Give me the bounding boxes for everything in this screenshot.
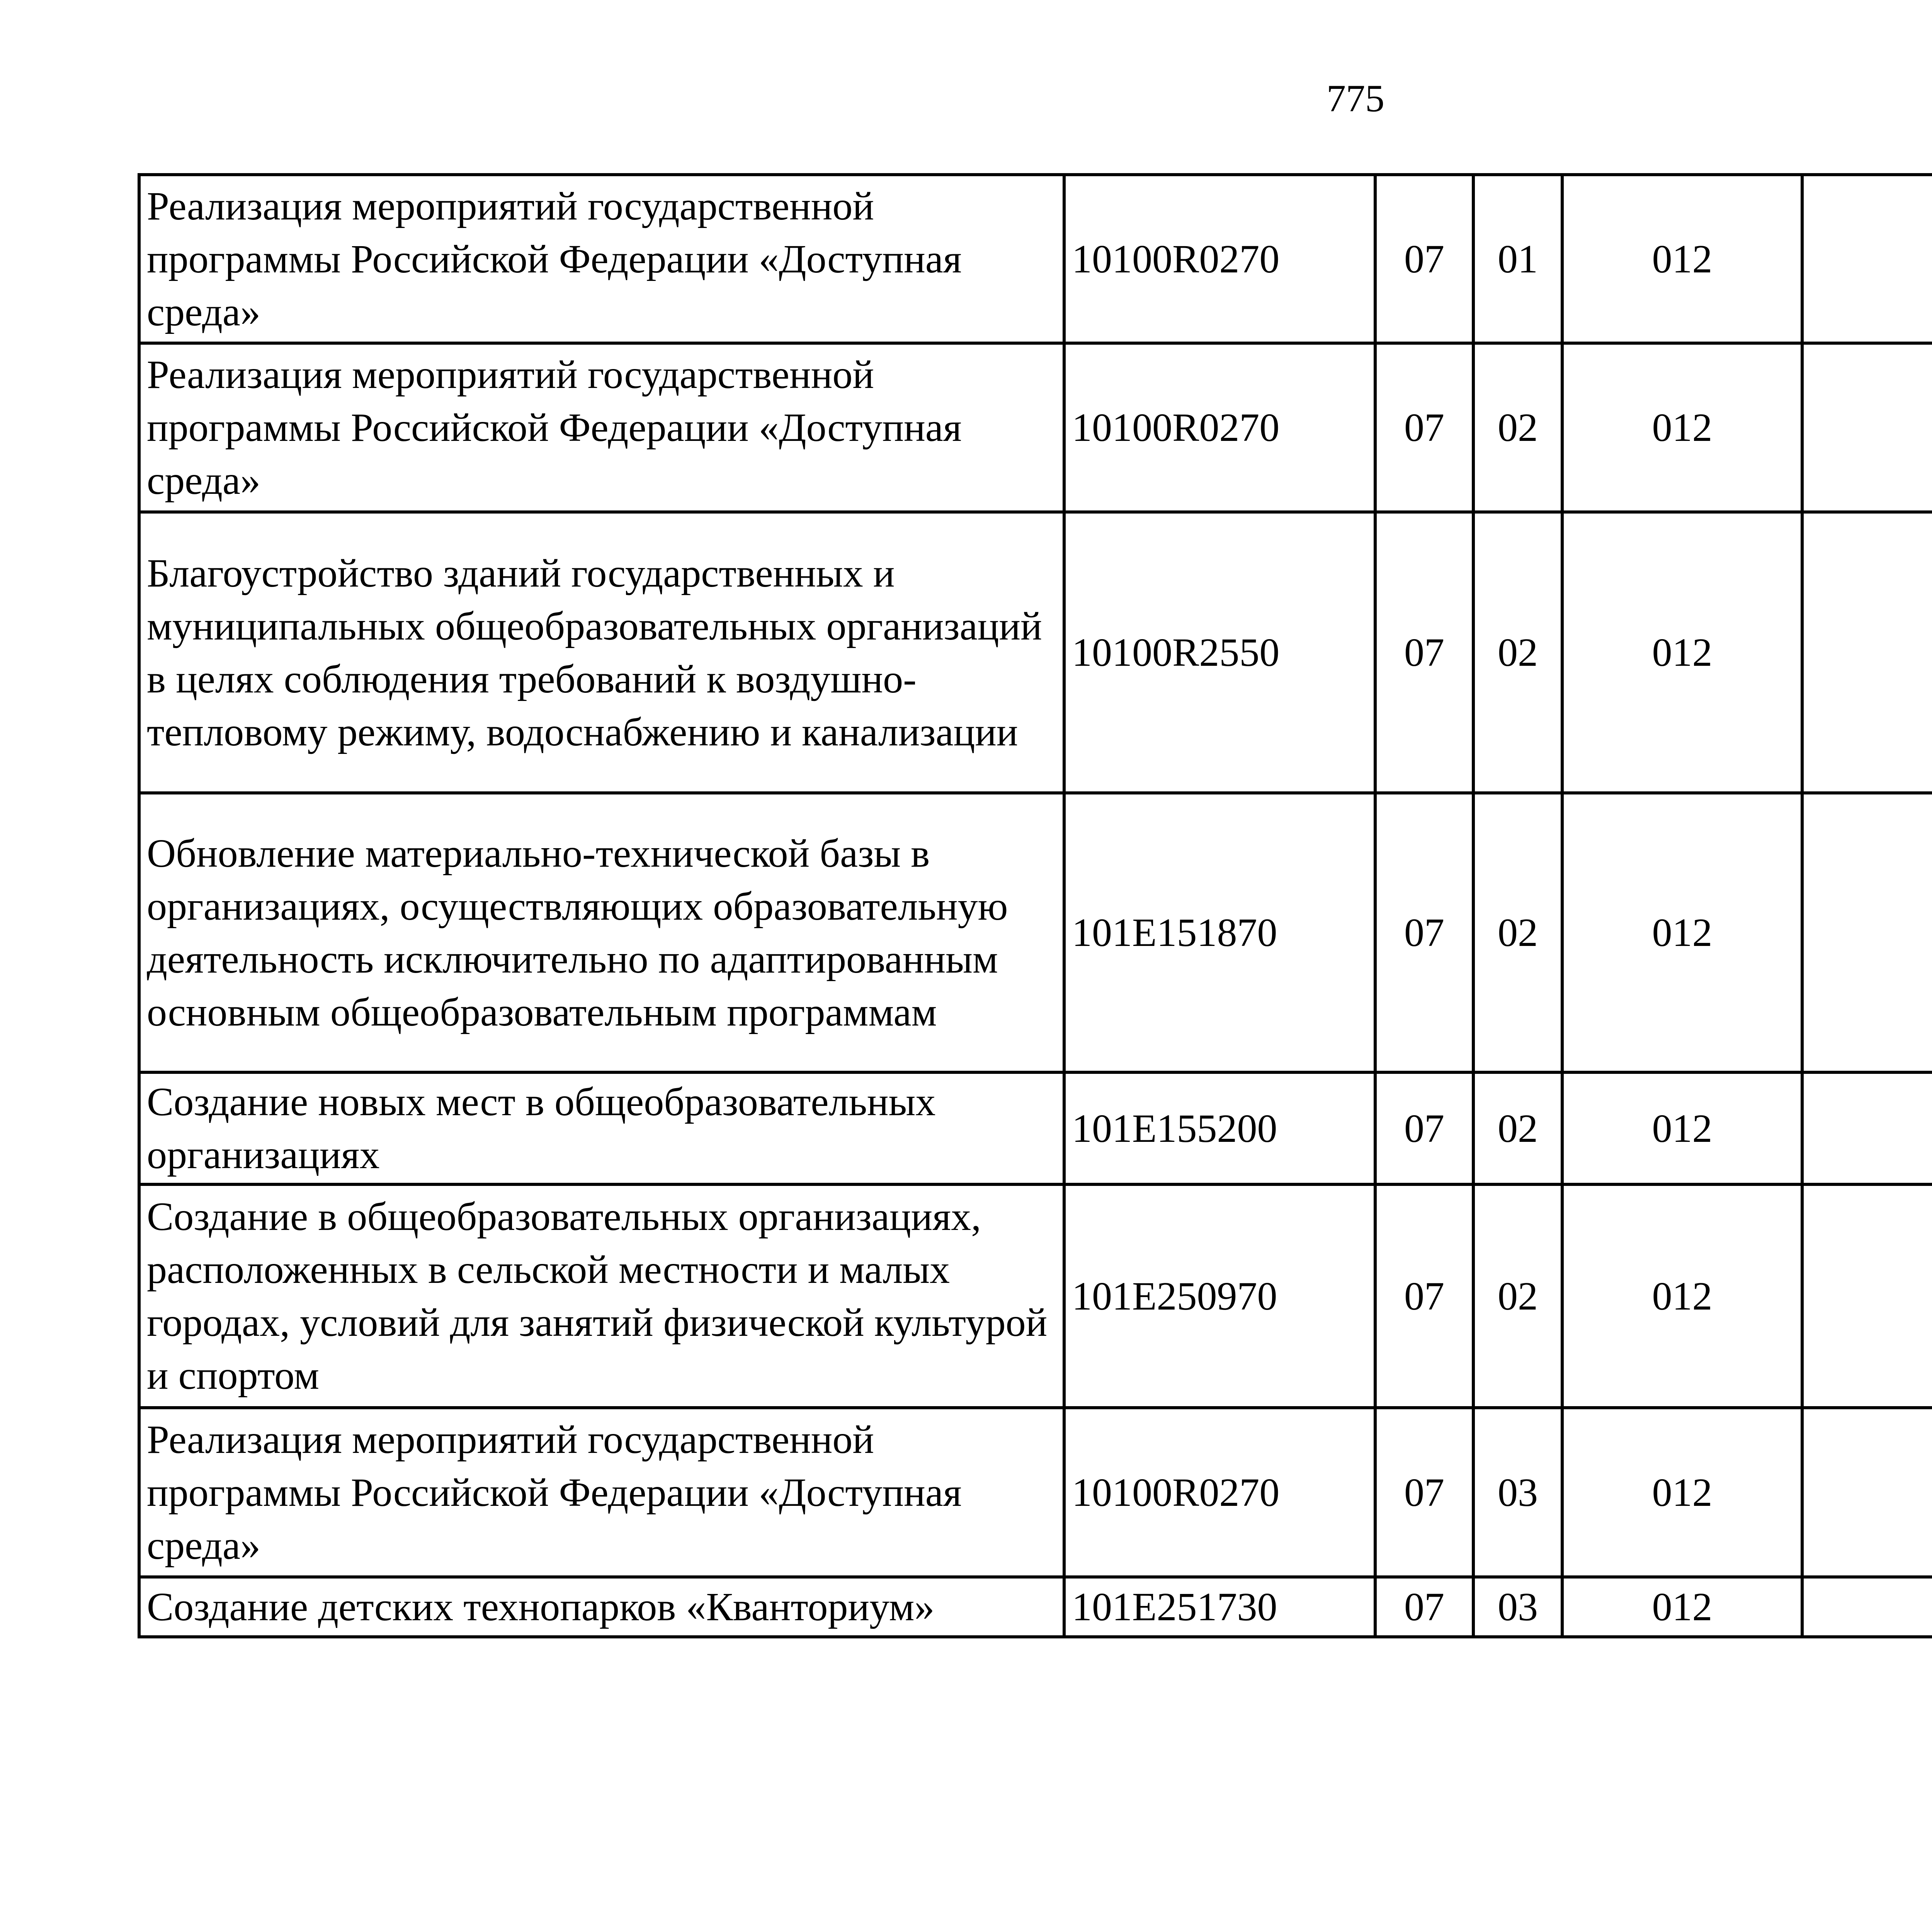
table-row — [139, 793, 1932, 1072]
row-subsection: 03 — [1473, 1577, 1562, 1637]
row-value-1 — [1802, 343, 1932, 512]
row-value-1 — [1802, 793, 1932, 1072]
row-name: Создание в общеобразовательных организациях, расположенных в сельской местности и малых городах, условий для занятий физической культурой и спортом — [139, 1184, 1064, 1408]
row-section: 07 — [1375, 175, 1473, 343]
row-name: Создание новых мест в общеобразовательных организациях — [139, 1072, 1064, 1184]
row-expense-type: 012 — [1562, 175, 1802, 343]
row-section: 07 — [1375, 1072, 1473, 1184]
row-name: Реализация мероприятий государственной программы Российской Федерации «Доступная среда» — [139, 1408, 1064, 1577]
row-code: 10100R0270 — [1064, 1408, 1375, 1577]
row-name: Создание детских технопарков «Кванториум» — [139, 1577, 1064, 1637]
row-section: 07 — [1375, 1577, 1473, 1637]
row-section: 07 — [1375, 1184, 1473, 1408]
budget-table — [138, 173, 1932, 1638]
row-code: 101E251730 — [1064, 1577, 1375, 1637]
row-value-1 — [1802, 1072, 1932, 1184]
row-subsection: 02 — [1473, 793, 1562, 1072]
row-code: 101E151870 — [1064, 793, 1375, 1072]
table-row — [139, 175, 1932, 343]
row-section: 07 — [1375, 1408, 1473, 1577]
row-expense-type: 012 — [1562, 793, 1802, 1072]
row-subsection: 02 — [1473, 512, 1562, 793]
row-expense-type: 012 — [1562, 1072, 1802, 1184]
row-code: 10100R0270 — [1064, 175, 1375, 343]
row-subsection: 02 — [1473, 1072, 1562, 1184]
row-code: 10100R0270 — [1064, 343, 1375, 512]
page-number: 775 — [1327, 77, 1384, 120]
row-name: Реализация мероприятий государственной программы Российской Федерации «Доступная среда» — [139, 175, 1064, 343]
table-row — [139, 1072, 1932, 1184]
row-expense-type: 012 — [1562, 1408, 1802, 1577]
row-section: 07 — [1375, 343, 1473, 512]
row-name: Благоустройство зданий государственных и муниципальных общеобразовательных организаций в целях соблюдения требований к воздушно-тепловому режиму, водоснабжению и канализации — [139, 512, 1064, 793]
row-value-1 — [1802, 1408, 1932, 1577]
row-expense-type: 012 — [1562, 1184, 1802, 1408]
row-name: Обновление материально-технической базы в организациях, осуществляющих образовательную деятельность исключительно по адаптированным основным общеобразовательным программам — [139, 793, 1064, 1072]
row-code: 10100R2550 — [1064, 512, 1375, 793]
table-row — [139, 512, 1932, 793]
row-value-1 — [1802, 1577, 1932, 1637]
row-expense-type: 012 — [1562, 343, 1802, 512]
row-subsection: 02 — [1473, 1184, 1562, 1408]
row-value-1 — [1802, 175, 1932, 343]
table-row — [139, 343, 1932, 512]
row-code: 101E250970 — [1064, 1184, 1375, 1408]
row-expense-type: 012 — [1562, 512, 1802, 793]
row-subsection: 03 — [1473, 1408, 1562, 1577]
row-subsection: 01 — [1473, 175, 1562, 343]
row-subsection: 02 — [1473, 343, 1562, 512]
row-value-1 — [1802, 1184, 1932, 1408]
row-section: 07 — [1375, 512, 1473, 793]
row-name: Реализация мероприятий государственной программы Российской Федерации «Доступная среда» — [139, 343, 1064, 512]
table-row — [139, 1184, 1932, 1408]
table-row — [139, 1577, 1932, 1637]
row-section: 07 — [1375, 793, 1473, 1072]
table-row — [139, 1408, 1932, 1577]
row-expense-type: 012 — [1562, 1577, 1802, 1637]
row-code: 101E155200 — [1064, 1072, 1375, 1184]
row-value-1 — [1802, 512, 1932, 793]
